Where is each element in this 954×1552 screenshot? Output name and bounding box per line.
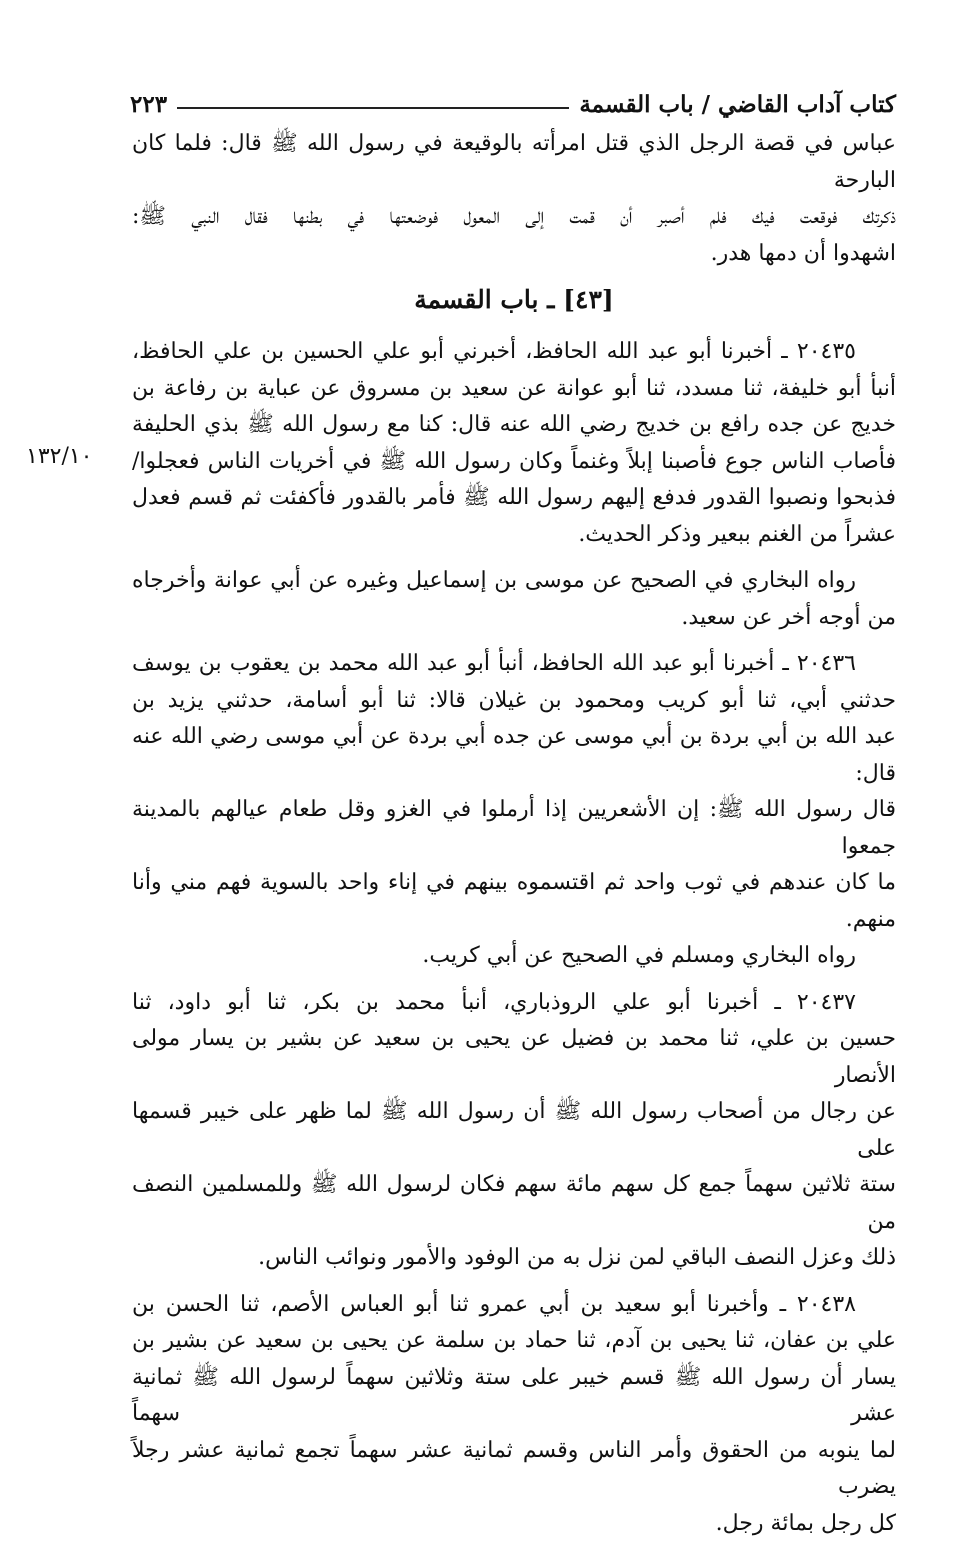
text-line: عن رجال من أصحاب رسول الله ﷺ أن رسول الله ﷺ لما ظهر على خيبر قسمها على (132, 1099, 896, 1161)
text-line: حسين بن علي، ثنا محمد بن فضيل عن يحيى بن سعيد عن بشير بن يسار مولى الأنصار (132, 1026, 896, 1088)
intro-paragraph (132, 126, 896, 272)
hadith-paragraph-20438 (132, 1287, 896, 1543)
text-line: كل رجل بمائة رجل. (715, 1510, 896, 1536)
book-title: كتاب آداب القاضي / باب القسمة (579, 91, 896, 118)
text-line: ٢٠٤٣٥ ـ أخبرنا أبو عبد الله الحافظ، أخبرني أبو علي الحسين بن علي الحافظ، (132, 339, 856, 364)
text-line: عبد الله بن أبي بردة بن أبي موسى عن جده أبي بردة عن أبي موسى رضي الله عنه قال: (132, 724, 896, 786)
text-body (132, 126, 896, 1552)
text-line: ذكرتك فوقعت فيك فلم أصبر أن قمت إلى المعول فوضعتها في بطنها فقال النبي ﷺ: (132, 204, 896, 229)
text-line: فأصاب الناس جوع فأصبنا إبلاً وغنماً وكان رسول الله ﷺ في أخريات الناس فعجلوا/ (132, 448, 896, 474)
text-line: خديج عن جده رافع بن خديج رضي الله عنه قال: كنا مع رسول الله ﷺ بذي الحليفة (132, 412, 896, 437)
hadith-paragraph-20437 (132, 985, 896, 1277)
text-line: رواه البخاري ومسلم في الصحيح عن أبي كريب. (422, 943, 856, 968)
narration-paragraph (132, 563, 896, 636)
text-line: ما كان عندهم في ثوب واحد ثم اقتسموه بينهم في إناء واحد بالسوية فهم مني وأنا منهم. (132, 870, 896, 932)
hadith-paragraph-20435 (132, 334, 896, 553)
hadith-paragraph-20436 (132, 646, 896, 975)
text-line: ستة ثلاثين سهماً جمع كل سهم مائة سهم فكان لرسول الله ﷺ وللمسلمين النصف من (132, 1172, 896, 1234)
text-line: قال رسول الله ﷺ: إن الأشعريين إذا أرملوا في الغزو وقل طعام عيالهم بالمدينة جمعوا (132, 797, 896, 859)
text-line: يسار أن رسول الله ﷺ قسم خيبر على ستة وثلاثين سهماً لرسول الله ﷺ ثمانية عشر سهماً (132, 1364, 896, 1426)
text-line: حدثني أبي، ثنا أبو كريب ومحمود بن غيلان قالا: ثنا أبو أسامة، حدثني يزيد بن (132, 687, 896, 713)
margin-reference: ١٣٢/١٠ (26, 444, 93, 469)
text-line: رواه البخاري في الصحيح عن موسى بن إسماعيل وغيره عن أبي عوانة وأخرجاه (132, 568, 856, 593)
header-rule (177, 107, 569, 109)
text-line: اشهدوا أن دمها هدر. (710, 240, 896, 266)
text-line: من أوجه أخر عن سعيد. (681, 604, 896, 630)
text-line: فذبحوا ونصبوا القدور فدفع إليهم رسول الله ﷺ فأمر بالقدور فأكفئت ثم قسم فعدل (132, 485, 896, 510)
text-line: ٢٠٤٣٦ ـ أخبرنا أبو عبد الله الحافظ، أنبأ أبو عبد الله محمد بن يعقوب بن يوسف (132, 651, 856, 676)
page-number: ٢٢٣ (130, 91, 168, 118)
chapter-heading: [٤٣] ـ باب القسمة (414, 285, 614, 314)
text-line: ٢٠٤٣٨ ـ وأخبرنا أبو سعيد بن أبي عمرو ثنا أبو العباس الأصم، ثنا الحسن بن (132, 1291, 856, 1317)
text-line: ذلك وعزل النصف الباقي لمن نزل به من الوفود والأمور ونوائب الناس. (258, 1245, 896, 1270)
text-line: ٢٠٤٣٧ ـ أخبرنا أبو علي الروذباري، أنبأ محمد بن بكر، ثنا أبو داود، ثنا (132, 989, 856, 1015)
running-header (130, 84, 896, 118)
text-line: أنبأ أبو خليفة، ثنا مسدد، ثنا أبو عوانة عن سعيد بن مسروق عن عباية بن رفاعة بن (132, 375, 896, 401)
text-line: علي بن عفان، ثنا يحيى بن آدم، ثنا حماد بن سلمة عن يحيى بن سعيد عن بشير بن (132, 1328, 896, 1353)
text-line: عباس في قصة الرجل الذي قتل امرأته بالوقيعة في رسول الله ﷺ قال: فلما كان البارحة (132, 131, 896, 193)
text-line: لما ينوبه من الحقوق وأمر الناس وقسم ثمانية عشر سهماً تجمع ثمانية عشر رجلاً يضرب (132, 1437, 896, 1499)
text-line: عشراً من الغنم ببعير وذكر الحديث. (578, 521, 896, 547)
